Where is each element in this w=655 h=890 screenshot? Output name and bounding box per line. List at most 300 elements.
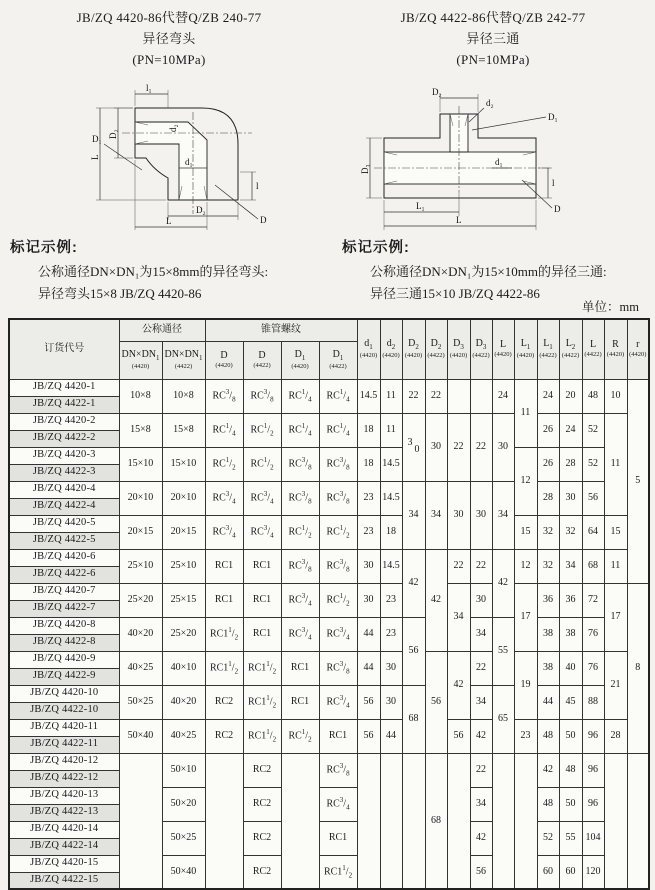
value-cell: 26 bbox=[537, 413, 559, 447]
pressure-rating-tee: (PN=10MPa) bbox=[456, 51, 530, 67]
column-header: L (4422) bbox=[582, 319, 604, 379]
group-header: 锥管螺纹 bbox=[205, 319, 357, 341]
column-header: $d_1$ (4420) bbox=[357, 319, 380, 379]
value-cell: 40 bbox=[559, 651, 582, 685]
tee-diagram bbox=[352, 80, 572, 232]
order-code-4420: JB/ZQ 4420-15 bbox=[9, 855, 119, 872]
value-cell: 50 bbox=[559, 719, 582, 753]
dim-label-d1: d₁ bbox=[495, 157, 503, 167]
value-cell: 52 bbox=[582, 413, 604, 447]
title-block-tee bbox=[338, 8, 648, 70]
value-cell: RC1 bbox=[243, 549, 281, 583]
order-code-4420: JB/ZQ 4420-2 bbox=[9, 413, 119, 430]
order-code-4420: JB/ZQ 4420-6 bbox=[9, 549, 119, 566]
order-code-4420: JB/ZQ 4420-1 bbox=[9, 379, 119, 396]
value-cell: 30 bbox=[357, 549, 380, 583]
column-header: $D_1$ (4420) bbox=[281, 341, 319, 379]
value-cell: 64 bbox=[582, 515, 604, 549]
value-cell: $RC1^1/_2$ bbox=[243, 685, 281, 719]
value-cell: $RC^3/_8$ bbox=[243, 379, 281, 413]
value-cell bbox=[357, 753, 380, 889]
value-cell: $RC^3/_4$ bbox=[281, 583, 319, 617]
value-cell: 50×25 bbox=[162, 821, 205, 855]
order-code-4420: JB/ZQ 4420-11 bbox=[9, 719, 119, 736]
value-cell: 30 bbox=[357, 583, 380, 617]
dim-label-D2: D₂ bbox=[432, 87, 442, 97]
value-cell: 44 bbox=[380, 719, 402, 753]
value-cell: $RC1^1/_2$ bbox=[205, 617, 243, 651]
value-cell: 44 bbox=[357, 651, 380, 685]
value-cell: 10 bbox=[604, 379, 627, 413]
value-cell: 30 bbox=[380, 685, 402, 719]
dim-label-D1: D₁ bbox=[548, 112, 558, 122]
value-cell: 20×10 bbox=[162, 481, 205, 515]
dim-label-L: L bbox=[456, 215, 462, 225]
value-cell: 72 bbox=[582, 583, 604, 617]
value-cell: 5 bbox=[627, 379, 649, 583]
value-cell: 22 bbox=[402, 379, 425, 413]
value-cell: 22 bbox=[470, 753, 492, 787]
value-cell: 48 bbox=[537, 787, 559, 821]
marking-example-tee bbox=[342, 236, 652, 305]
value-cell: RC1 bbox=[205, 549, 243, 583]
value-cell: 22 bbox=[425, 379, 447, 413]
value-cell: 18 bbox=[380, 515, 402, 549]
value-cell: 50×40 bbox=[119, 719, 162, 753]
value-cell: $RC^1/_2$ bbox=[319, 583, 357, 617]
value-cell: $RC^3/_8$ bbox=[281, 481, 319, 515]
value-cell: 38 bbox=[537, 617, 559, 651]
value-cell bbox=[627, 753, 649, 889]
dim-label-l-right: l bbox=[256, 181, 259, 191]
value-cell bbox=[447, 379, 470, 413]
value-cell: 32 bbox=[537, 549, 559, 583]
value-cell: $RC^1/_4$ bbox=[319, 413, 357, 447]
value-cell: 15 bbox=[604, 515, 627, 549]
value-cell: 42 bbox=[492, 549, 514, 617]
marking-example-heading: 标记示例: bbox=[10, 240, 78, 256]
dim-label-L-left: L bbox=[90, 154, 100, 160]
value-cell: $RC^3/_4$ bbox=[319, 787, 357, 821]
value-cell: RC1 bbox=[243, 583, 281, 617]
value-cell: 104 bbox=[582, 821, 604, 855]
column-header: D (4420) bbox=[205, 341, 243, 379]
value-cell: 96 bbox=[582, 719, 604, 753]
value-cell: 56 bbox=[447, 719, 470, 753]
value-cell: 60 bbox=[537, 855, 559, 889]
value-cell: 12 bbox=[514, 447, 537, 515]
dim-label-d1: d₁ bbox=[185, 157, 193, 167]
value-cell: $RC^1/_2$ bbox=[205, 447, 243, 481]
value-cell bbox=[604, 753, 627, 889]
value-cell: 68 bbox=[425, 753, 447, 889]
value-cell bbox=[447, 753, 470, 889]
part-name-elbow: 异径弯头 bbox=[142, 30, 196, 46]
value-cell: 25×10 bbox=[162, 549, 205, 583]
value-cell: 30 bbox=[559, 481, 582, 515]
dim-label-D2-bottom: D₂ bbox=[196, 205, 206, 215]
order-code-4420: JB/ZQ 4420-7 bbox=[9, 583, 119, 600]
value-cell: 30 bbox=[425, 413, 447, 481]
value-cell: 11 bbox=[514, 379, 537, 447]
value-cell: 44 bbox=[357, 617, 380, 651]
value-cell: 15×8 bbox=[119, 413, 162, 447]
elbow-bore bbox=[135, 122, 207, 200]
value-cell: $RC1^1/_2$ bbox=[243, 651, 281, 685]
dim-label-d2: d₂ bbox=[168, 124, 178, 132]
value-cell: $RC^3/_4$ bbox=[243, 515, 281, 549]
value-cell: $RC^1/_4$ bbox=[205, 413, 243, 447]
order-code-4422: JB/ZQ 4422-12 bbox=[9, 770, 119, 787]
order-code-4420: JB/ZQ 4420-8 bbox=[9, 617, 119, 634]
value-cell: 56 bbox=[357, 685, 380, 719]
value-cell: $RC^3/_8$ bbox=[281, 447, 319, 481]
value-cell: 88 bbox=[582, 685, 604, 719]
value-cell: 11 bbox=[604, 549, 627, 583]
value-cell: 10×8 bbox=[162, 379, 205, 413]
dim-label-D2-left: D₂ bbox=[108, 129, 118, 139]
value-cell: 50×10 bbox=[162, 753, 205, 787]
value-cell: 32 bbox=[559, 515, 582, 549]
value-cell: 26 bbox=[537, 447, 559, 481]
value-cell: 20×15 bbox=[162, 515, 205, 549]
value-cell bbox=[281, 753, 319, 889]
order-code-4422: JB/ZQ 4422-3 bbox=[9, 464, 119, 481]
order-code-4422: JB/ZQ 4422-6 bbox=[9, 566, 119, 583]
column-header: R (4420) bbox=[604, 319, 627, 379]
column-header: $D_1$ (4422) bbox=[319, 341, 357, 379]
column-header: $L_1$ (4422) bbox=[537, 319, 559, 379]
value-cell: RC2 bbox=[205, 685, 243, 719]
value-cell: 25×20 bbox=[162, 617, 205, 651]
column-header: D (4422) bbox=[243, 341, 281, 379]
order-code-4422: JB/ZQ 4422-2 bbox=[9, 430, 119, 447]
value-cell: $RC^3/_8$ bbox=[319, 549, 357, 583]
value-cell: $RC^3/_4$ bbox=[243, 481, 281, 515]
value-cell: $RC^3/_8$ bbox=[281, 549, 319, 583]
order-code-header: 订货代号 bbox=[9, 319, 119, 379]
value-cell: 50×40 bbox=[162, 855, 205, 889]
value-cell: 34 bbox=[492, 481, 514, 549]
value-cell: 10×8 bbox=[119, 379, 162, 413]
value-cell: $RC^3/_4$ bbox=[205, 515, 243, 549]
dim-label-L-bottom: L bbox=[166, 216, 172, 226]
value-cell bbox=[402, 753, 425, 889]
column-header: r (4420) bbox=[627, 319, 649, 379]
value-cell: 34 bbox=[470, 787, 492, 821]
value-cell: 32 bbox=[537, 515, 559, 549]
value-cell bbox=[492, 753, 514, 889]
dim-label-D: D bbox=[554, 204, 561, 214]
value-cell: 40×10 bbox=[162, 651, 205, 685]
value-cell: 19 bbox=[514, 651, 537, 719]
value-cell: 18 bbox=[357, 413, 380, 447]
dim-label-l1: l₁ bbox=[146, 83, 152, 93]
value-cell: 34 bbox=[425, 481, 447, 549]
value-cell: RC1 bbox=[205, 583, 243, 617]
value-cell: $RC1^1/_2$ bbox=[243, 719, 281, 753]
value-cell: 68 bbox=[582, 549, 604, 583]
value-cell: RC1 bbox=[281, 651, 319, 685]
value-cell: 25×10 bbox=[119, 549, 162, 583]
value-cell: $RC^3/_8$ bbox=[205, 379, 243, 413]
value-cell: 23 bbox=[514, 719, 537, 753]
value-cell: 11 bbox=[380, 379, 402, 413]
value-cell: $RC^1/_2$ bbox=[281, 719, 319, 753]
dim-label-D3: D₃ bbox=[360, 164, 370, 174]
value-cell: $RC^3/_4$ bbox=[205, 481, 243, 515]
order-code-4420: JB/ZQ 4420-13 bbox=[9, 787, 119, 804]
value-cell: 30 bbox=[380, 651, 402, 685]
value-cell: 11 bbox=[604, 413, 627, 515]
value-cell: 20×15 bbox=[119, 515, 162, 549]
dim-label-D1: D₁ bbox=[92, 134, 102, 144]
value-cell: 21 bbox=[604, 651, 627, 719]
value-cell: 52 bbox=[582, 447, 604, 481]
order-code-4420: JB/ZQ 4420-4 bbox=[9, 481, 119, 498]
value-cell: 14.5 bbox=[380, 481, 402, 515]
order-code-4422: JB/ZQ 4422-1 bbox=[9, 396, 119, 413]
column-header: $L_2$ (4422) bbox=[559, 319, 582, 379]
value-cell: 55 bbox=[559, 821, 582, 855]
value-cell: 23 bbox=[380, 583, 402, 617]
value-cell: $RC^1/_4$ bbox=[281, 379, 319, 413]
order-code-4422: JB/ZQ 4422-4 bbox=[9, 498, 119, 515]
value-cell: $RC^1/_4$ bbox=[319, 379, 357, 413]
dim-label-L1: L₁ bbox=[416, 201, 425, 211]
value-cell: 76 bbox=[582, 617, 604, 651]
order-code-4422: JB/ZQ 4422-7 bbox=[9, 600, 119, 617]
value-cell: 120 bbox=[582, 855, 604, 889]
value-cell: 30 bbox=[402, 413, 425, 481]
column-header: $D_2$ (4422) bbox=[425, 319, 447, 379]
value-cell: RC2 bbox=[243, 787, 281, 821]
value-cell: $RC1^1/_2$ bbox=[205, 651, 243, 685]
value-cell: 40×25 bbox=[119, 651, 162, 685]
value-cell: 34 bbox=[470, 617, 492, 651]
marking-example-description: 公称通径DN×DN₁为15×8mm的异径弯头: bbox=[38, 263, 269, 279]
column-header: $D_2$ (4420) bbox=[402, 319, 425, 379]
value-cell: RC1 bbox=[243, 617, 281, 651]
value-cell: 22 bbox=[470, 549, 492, 583]
value-cell: RC1 bbox=[319, 719, 357, 753]
order-code-4422: JB/ZQ 4422-10 bbox=[9, 702, 119, 719]
value-cell: 76 bbox=[582, 651, 604, 685]
value-cell: 20 bbox=[559, 379, 582, 413]
value-cell: $RC^3/_8$ bbox=[319, 447, 357, 481]
value-cell: 17 bbox=[604, 583, 627, 651]
standard-number-tee: JB/ZQ 4422-86代替Q/ZB 242-77 bbox=[400, 10, 586, 25]
value-cell: 52 bbox=[537, 821, 559, 855]
value-cell: 22 bbox=[447, 549, 470, 583]
value-cell: 50×25 bbox=[119, 685, 162, 719]
value-cell: 14.5 bbox=[380, 447, 402, 481]
value-cell: 23 bbox=[357, 515, 380, 549]
value-cell: 96 bbox=[582, 753, 604, 787]
value-cell: 56 bbox=[470, 855, 492, 889]
value-cell: 15×8 bbox=[162, 413, 205, 447]
value-cell: 12 bbox=[514, 549, 537, 583]
value-cell: 48 bbox=[559, 753, 582, 787]
column-header: $L_1$ (4420) bbox=[514, 319, 537, 379]
column-header: $d_2$ (4420) bbox=[380, 319, 402, 379]
value-cell: 18 bbox=[357, 447, 380, 481]
order-code-4420: JB/ZQ 4420-10 bbox=[9, 685, 119, 702]
order-code-4420: JB/ZQ 4420-5 bbox=[9, 515, 119, 532]
order-code-4422: JB/ZQ 4422-13 bbox=[9, 804, 119, 821]
column-header: $DN\times DN_1$ (4422) bbox=[162, 341, 205, 379]
order-code-4422: JB/ZQ 4422-15 bbox=[9, 872, 119, 889]
value-cell: $RC^1/_2$ bbox=[243, 447, 281, 481]
value-cell: $RC^1/_4$ bbox=[281, 413, 319, 447]
value-cell: 23 bbox=[357, 481, 380, 515]
value-cell: 40×20 bbox=[162, 685, 205, 719]
value-cell: 38 bbox=[537, 651, 559, 685]
value-cell: 42 bbox=[470, 719, 492, 753]
value-cell: 42 bbox=[402, 549, 425, 617]
value-cell: 17 bbox=[514, 583, 537, 651]
value-cell: 42 bbox=[447, 651, 470, 719]
value-cell: 22 bbox=[447, 413, 470, 481]
value-cell bbox=[514, 753, 537, 889]
value-cell: 24 bbox=[492, 379, 514, 413]
value-cell: $RC^1/_2$ bbox=[281, 515, 319, 549]
value-cell: $RC^3/_8$ bbox=[319, 481, 357, 515]
marking-example-description: 公称通径DN×DN₁为15×10mm的异径三通: bbox=[370, 263, 607, 279]
value-cell: 40×25 bbox=[162, 719, 205, 753]
value-cell: $RC^1/_2$ bbox=[319, 515, 357, 549]
value-cell: 30 bbox=[492, 413, 514, 481]
value-cell: 14.5 bbox=[380, 549, 402, 583]
value-cell: 38 bbox=[559, 617, 582, 651]
value-cell: 28 bbox=[559, 447, 582, 481]
value-cell: 50×20 bbox=[162, 787, 205, 821]
order-code-4422: JB/ZQ 4422-5 bbox=[9, 532, 119, 549]
value-cell bbox=[119, 753, 162, 889]
value-cell: RC1 bbox=[319, 821, 357, 855]
marking-example-designation: 异径三通15×10 JB/ZQ 4422-86 bbox=[370, 285, 540, 301]
value-cell: 50 bbox=[559, 787, 582, 821]
value-cell: RC2 bbox=[205, 719, 243, 753]
pressure-rating-elbow: (PN=10MPa) bbox=[132, 51, 206, 67]
value-cell: 56 bbox=[357, 719, 380, 753]
order-code-4420: JB/ZQ 4420-9 bbox=[9, 651, 119, 668]
value-cell: 42 bbox=[537, 753, 559, 787]
order-code-4420: JB/ZQ 4420-3 bbox=[9, 447, 119, 464]
tee-branch-bore bbox=[450, 114, 468, 152]
value-cell bbox=[380, 753, 402, 889]
value-cell: 36 bbox=[559, 583, 582, 617]
value-cell: 34 bbox=[470, 685, 492, 719]
value-cell: RC2 bbox=[243, 821, 281, 855]
value-cell: 8 bbox=[627, 583, 649, 753]
value-cell: 14.5 bbox=[357, 379, 380, 413]
value-cell: 28 bbox=[537, 481, 559, 515]
value-cell: 30 bbox=[447, 481, 470, 549]
value-cell: $RC^3/_8$ bbox=[319, 651, 357, 685]
value-cell: 56 bbox=[402, 617, 425, 685]
value-cell: 48 bbox=[537, 719, 559, 753]
standard-number-elbow: JB/ZQ 4420-86代替Q/ZB 240-77 bbox=[76, 10, 262, 25]
dim-label-D: D bbox=[260, 215, 267, 225]
value-cell: 30 bbox=[470, 481, 492, 549]
order-code-4422: JB/ZQ 4422-11 bbox=[9, 736, 119, 753]
value-cell: 60 bbox=[559, 855, 582, 889]
order-code-4422: JB/ZQ 4422-9 bbox=[9, 668, 119, 685]
value-cell: $RC^3/_4$ bbox=[319, 617, 357, 651]
elbow-diagram bbox=[80, 80, 280, 232]
value-cell: 34 bbox=[402, 481, 425, 549]
part-name-tee: 异径三通 bbox=[466, 30, 520, 46]
value-cell: 30 bbox=[470, 583, 492, 617]
value-cell bbox=[205, 753, 243, 889]
value-cell: $RC^3/_4$ bbox=[319, 685, 357, 719]
marking-example-elbow bbox=[10, 236, 330, 305]
value-cell: RC1 bbox=[281, 685, 319, 719]
value-cell: 15×10 bbox=[162, 447, 205, 481]
value-cell: 11 bbox=[380, 413, 402, 447]
order-code-4420: JB/ZQ 4420-12 bbox=[9, 753, 119, 770]
value-cell: 34 bbox=[447, 583, 470, 651]
value-cell: 45 bbox=[559, 685, 582, 719]
column-header: L (4420) bbox=[492, 319, 514, 379]
value-cell: 56 bbox=[425, 651, 447, 753]
column-header: $DN\times DN_1$ (4420) bbox=[119, 341, 162, 379]
group-header: 公称通径 bbox=[119, 319, 205, 341]
unit-label: 单位：mm bbox=[582, 300, 639, 314]
value-cell: 22 bbox=[470, 651, 492, 685]
title-block-elbow bbox=[14, 8, 324, 70]
value-cell: 15×10 bbox=[119, 447, 162, 481]
value-cell: 20×10 bbox=[119, 481, 162, 515]
order-code-4422: JB/ZQ 4422-14 bbox=[9, 838, 119, 855]
value-cell: 24 bbox=[537, 379, 559, 413]
value-cell: 55 bbox=[492, 617, 514, 685]
value-cell: 40×20 bbox=[119, 617, 162, 651]
value-cell: 42 bbox=[470, 821, 492, 855]
value-cell: RC2 bbox=[243, 753, 281, 787]
value-cell: 25×15 bbox=[162, 583, 205, 617]
value-cell: RC2 bbox=[243, 855, 281, 889]
column-header: $D_3$ (4422) bbox=[470, 319, 492, 379]
marking-example-heading: 标记示例: bbox=[342, 240, 410, 256]
dim-label-d2: d₂ bbox=[486, 98, 494, 108]
dimensions-table bbox=[8, 318, 650, 890]
column-header: $D_3$ (4420) bbox=[447, 319, 470, 379]
value-cell: $RC1^1/_2$ bbox=[319, 855, 357, 889]
value-cell: 68 bbox=[402, 685, 425, 753]
order-code-4422: JB/ZQ 4422-8 bbox=[9, 634, 119, 651]
value-cell: $RC^3/_4$ bbox=[281, 617, 319, 651]
value-cell: $RC^1/_2$ bbox=[243, 413, 281, 447]
value-cell: 23 bbox=[380, 617, 402, 651]
value-cell: 96 bbox=[582, 787, 604, 821]
value-cell: 44 bbox=[537, 685, 559, 719]
value-cell: 42 bbox=[425, 549, 447, 651]
value-cell: 24 bbox=[559, 413, 582, 447]
value-cell: 48 bbox=[582, 379, 604, 413]
value-cell: 22 bbox=[470, 413, 492, 481]
value-cell: 15 bbox=[514, 515, 537, 549]
value-cell: 34 bbox=[559, 549, 582, 583]
marking-example-designation: 异径弯头15×8 JB/ZQ 4420-86 bbox=[38, 285, 202, 301]
value-cell: 65 bbox=[492, 685, 514, 753]
dim-label-l: l bbox=[552, 178, 555, 188]
order-code-4420: JB/ZQ 4420-14 bbox=[9, 821, 119, 838]
value-cell: 25×20 bbox=[119, 583, 162, 617]
value-cell: 36 bbox=[537, 583, 559, 617]
value-cell: $RC^3/_8$ bbox=[319, 753, 357, 787]
